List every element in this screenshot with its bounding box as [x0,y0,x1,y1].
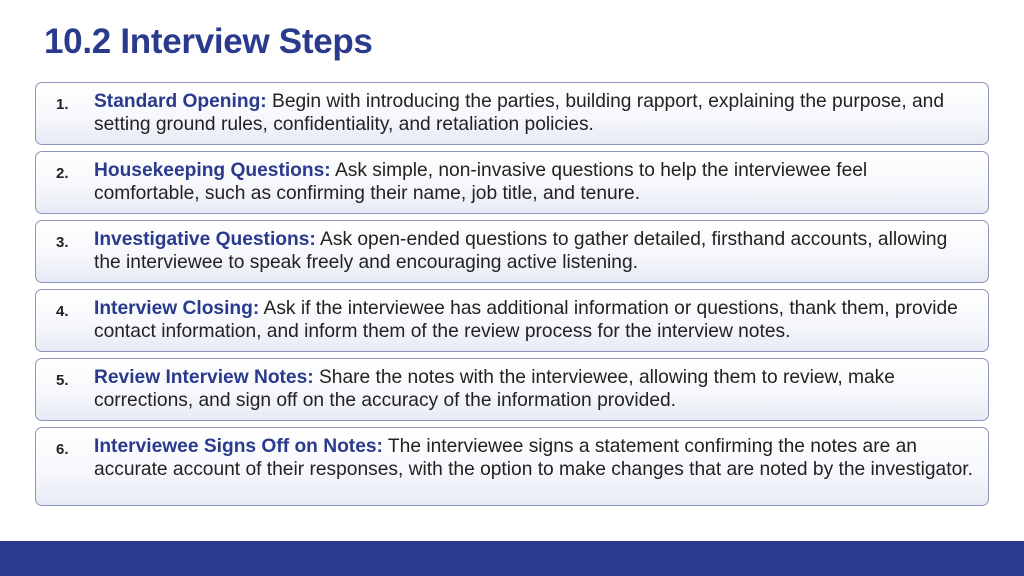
step-number: 3. [56,234,69,251]
steps-list [35,82,989,512]
step-heading: Standard Opening: [94,91,267,112]
step-text: Ask if the interviewee has additional information or questions, thank them, provide contact information, and inform them of the review process for the interview notes. [94,298,958,342]
step-item-6 [35,427,989,506]
step-number: 4. [56,303,69,320]
step-number: 1. [56,96,69,113]
step-heading: Interview Closing: [94,298,260,319]
step-number: 6. [56,441,69,458]
step-item-4 [35,289,989,352]
step-text: The interviewee signs a statement confirming the notes are an accurate account of their responses, with the option to make changes that are noted by the investigator. [94,436,973,480]
step-number: 2. [56,165,69,182]
step-number: 5. [56,372,69,389]
step-item-3 [35,220,989,283]
step-heading: Review Interview Notes: [94,367,314,388]
page-title: 10.2 Interview Steps [44,22,373,61]
step-heading: Housekeeping Questions: [94,160,331,181]
step-item-2 [35,151,989,214]
footer-bar [0,541,1024,576]
step-text: Begin with introducing the parties, building rapport, explaining the purpose, and setting ground rules, confidentiality, and retaliation policies. [94,91,945,135]
step-heading: Investigative Questions: [94,229,316,250]
step-item-5 [35,358,989,421]
step-heading: Interviewee Signs Off on Notes: [94,436,383,457]
step-text: Share the notes with the interviewee, allowing them to review, make corrections, and sign off on the accuracy of the information provided. [94,367,895,411]
step-item-1 [35,82,989,145]
step-text: Ask simple, non-invasive questions to help the interviewee feel comfortable, such as confirming their name, job title, and tenure. [94,160,868,204]
step-text: Ask open-ended questions to gather detailed, firsthand accounts, allowing the interviewee to speak freely and encouraging active listening. [94,229,948,273]
